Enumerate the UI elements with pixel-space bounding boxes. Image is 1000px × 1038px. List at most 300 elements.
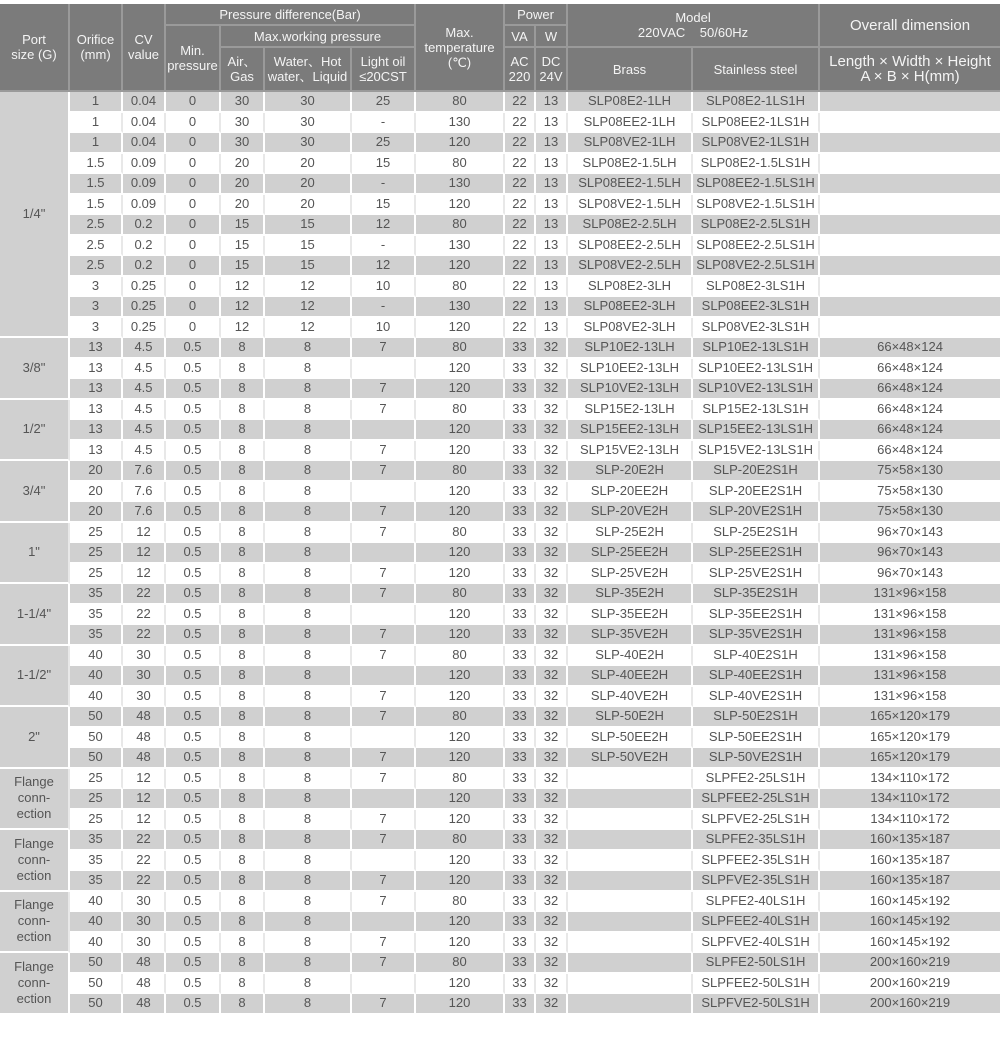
brass-model-cell: SLP08EE2-1LH: [568, 113, 693, 134]
port-size-cell: [0, 646, 70, 708]
water-cell: 8: [265, 584, 352, 605]
brass-model-cell: [568, 974, 693, 995]
air-gas-cell: 8: [221, 851, 265, 872]
max-temperature-cell: 80: [416, 215, 505, 236]
brass-model-cell: SLP08VE2-1LH: [568, 133, 693, 154]
cv-value-cell: 12: [123, 523, 166, 544]
water-cell: 8: [265, 523, 352, 544]
orifice-cell: 1.5: [70, 154, 123, 175]
table-row: [0, 728, 1000, 749]
dimension-cell: 160×145×192: [820, 912, 1000, 933]
light-oil-cell: 7: [352, 523, 416, 544]
cv-value-cell: 48: [123, 728, 166, 749]
min-pressure-cell: 0: [166, 318, 221, 339]
port-size-label: 1-1/4": [16, 605, 52, 621]
light-oil-cell: 15: [352, 154, 416, 175]
va-ac220-cell: 22: [505, 215, 536, 236]
port-size-cell: [0, 461, 70, 523]
water-cell: 8: [265, 482, 352, 503]
w-dc24v-cell: 32: [536, 830, 568, 851]
table-row: [0, 195, 1000, 216]
dimension-cell: 200×160×219: [820, 994, 1000, 1015]
orifice-cell: 35: [70, 584, 123, 605]
min-pressure-cell: 0: [166, 92, 221, 113]
air-gas-cell: 8: [221, 359, 265, 380]
va-ac220-cell: 33: [505, 851, 536, 872]
va-ac220-cell: 33: [505, 379, 536, 400]
cv-value-cell: 30: [123, 687, 166, 708]
w-dc24v-cell: 32: [536, 646, 568, 667]
max-temperature-cell: 120: [416, 871, 505, 892]
cv-value-cell: 4.5: [123, 441, 166, 462]
w-dc24v-cell: 32: [536, 564, 568, 585]
va-ac220-cell: 22: [505, 277, 536, 298]
header-max-working-pressure: Max.working pressure: [221, 26, 416, 48]
stainless-model-cell: SLPFE2-50LS1H: [693, 953, 820, 974]
header-max-temperature: Max. temperature (℃): [416, 4, 505, 92]
va-ac220-cell: 33: [505, 543, 536, 564]
brass-model-cell: [568, 994, 693, 1015]
water-cell: 8: [265, 974, 352, 995]
max-temperature-cell: 130: [416, 113, 505, 134]
orifice-cell: 1: [70, 133, 123, 154]
max-temperature-cell: 120: [416, 502, 505, 523]
cv-value-cell: 7.6: [123, 461, 166, 482]
table-row: [0, 113, 1000, 134]
water-cell: 8: [265, 953, 352, 974]
va-ac220-cell: 33: [505, 707, 536, 728]
stainless-model-cell: SLP-35VE2S1H: [693, 625, 820, 646]
stainless-model-cell: SLP10EE2-13LS1H: [693, 359, 820, 380]
table-body: [0, 92, 1000, 1015]
orifice-cell: 25: [70, 564, 123, 585]
min-pressure-cell: 0: [166, 215, 221, 236]
max-temperature-cell: 120: [416, 256, 505, 277]
air-gas-cell: 30: [221, 92, 265, 113]
va-ac220-cell: 22: [505, 297, 536, 318]
max-temperature-cell: 80: [416, 707, 505, 728]
orifice-cell: 25: [70, 769, 123, 790]
min-pressure-cell: 0.5: [166, 933, 221, 954]
stainless-model-cell: SLP-40EE2S1H: [693, 666, 820, 687]
header-model: Model 220VAC 50/60Hz: [568, 4, 820, 48]
air-gas-cell: 12: [221, 318, 265, 339]
table-row: [0, 646, 1000, 667]
va-ac220-cell: 33: [505, 523, 536, 544]
max-temperature-cell: 120: [416, 359, 505, 380]
min-pressure-cell: 0: [166, 277, 221, 298]
air-gas-cell: 8: [221, 564, 265, 585]
dimension-cell: [820, 113, 1000, 134]
brass-model-cell: SLP08VE2-3LH: [568, 318, 693, 339]
cv-value-cell: 4.5: [123, 379, 166, 400]
w-dc24v-cell: 32: [536, 892, 568, 913]
brass-model-cell: SLP08VE2-2.5LH: [568, 256, 693, 277]
max-temperature-cell: 80: [416, 830, 505, 851]
va-ac220-cell: 33: [505, 953, 536, 974]
min-pressure-cell: 0.5: [166, 523, 221, 544]
dimension-cell: 96×70×143: [820, 564, 1000, 585]
table-row: [0, 687, 1000, 708]
orifice-cell: 40: [70, 912, 123, 933]
cv-value-cell: 0.09: [123, 154, 166, 175]
dimension-cell: 165×120×179: [820, 728, 1000, 749]
orifice-cell: 35: [70, 625, 123, 646]
air-gas-cell: 8: [221, 769, 265, 790]
cv-value-cell: 7.6: [123, 502, 166, 523]
min-pressure-cell: 0.5: [166, 379, 221, 400]
dimension-cell: 75×58×130: [820, 461, 1000, 482]
port-size-cell: [0, 892, 70, 954]
dimension-cell: 66×48×124: [820, 379, 1000, 400]
va-ac220-cell: 33: [505, 994, 536, 1015]
table-row: [0, 584, 1000, 605]
light-oil-cell: 7: [352, 400, 416, 421]
table-row: [0, 912, 1000, 933]
table-row: [0, 523, 1000, 544]
stainless-model-cell: SLP08EE2-1LS1H: [693, 113, 820, 134]
light-oil-cell: 7: [352, 830, 416, 851]
brass-model-cell: SLP10EE2-13LH: [568, 359, 693, 380]
dimension-cell: 165×120×179: [820, 707, 1000, 728]
dimension-cell: 66×48×124: [820, 441, 1000, 462]
light-oil-cell: 7: [352, 625, 416, 646]
min-pressure-cell: 0.5: [166, 851, 221, 872]
table-row: [0, 974, 1000, 995]
w-dc24v-cell: 32: [536, 933, 568, 954]
air-gas-cell: 8: [221, 953, 265, 974]
table-row: [0, 830, 1000, 851]
dimension-cell: 131×96×158: [820, 605, 1000, 626]
max-temperature-cell: 120: [416, 994, 505, 1015]
brass-model-cell: SLP-35EE2H: [568, 605, 693, 626]
brass-model-cell: SLP08E2-1LH: [568, 92, 693, 113]
max-temperature-cell: 120: [416, 441, 505, 462]
cv-value-cell: 22: [123, 605, 166, 626]
dimension-cell: [820, 236, 1000, 257]
water-cell: 8: [265, 892, 352, 913]
brass-model-cell: SLP-35VE2H: [568, 625, 693, 646]
dimension-cell: 160×135×187: [820, 851, 1000, 872]
stainless-model-cell: SLPFE2-25LS1H: [693, 769, 820, 790]
min-pressure-cell: 0: [166, 113, 221, 134]
header-overall-dimension: Overall dimension: [820, 4, 1000, 48]
cv-value-cell: 22: [123, 584, 166, 605]
light-oil-cell: 7: [352, 769, 416, 790]
table-row: [0, 400, 1000, 421]
cv-value-cell: 4.5: [123, 359, 166, 380]
w-dc24v-cell: 32: [536, 666, 568, 687]
cv-value-cell: 0.04: [123, 113, 166, 134]
max-temperature-cell: 80: [416, 338, 505, 359]
w-dc24v-cell: 13: [536, 318, 568, 339]
min-pressure-cell: 0: [166, 297, 221, 318]
table-row: [0, 871, 1000, 892]
orifice-cell: 3: [70, 297, 123, 318]
orifice-cell: 2.5: [70, 236, 123, 257]
orifice-cell: 35: [70, 871, 123, 892]
dimension-cell: [820, 154, 1000, 175]
stainless-model-cell: SLPFEE2-40LS1H: [693, 912, 820, 933]
water-cell: 8: [265, 605, 352, 626]
max-temperature-cell: 120: [416, 748, 505, 769]
stainless-model-cell: SLPFE2-35LS1H: [693, 830, 820, 851]
air-gas-cell: 8: [221, 728, 265, 749]
w-dc24v-cell: 32: [536, 523, 568, 544]
water-cell: 8: [265, 769, 352, 790]
port-size-label: 2": [28, 728, 40, 744]
air-gas-cell: 8: [221, 523, 265, 544]
dimension-cell: [820, 277, 1000, 298]
stainless-model-cell: SLP08EE2-2.5LS1H: [693, 236, 820, 257]
max-temperature-cell: 80: [416, 892, 505, 913]
port-size-label: 1-1/2": [16, 667, 52, 683]
air-gas-cell: 8: [221, 625, 265, 646]
water-cell: 20: [265, 154, 352, 175]
table-row: [0, 748, 1000, 769]
water-cell: 8: [265, 441, 352, 462]
w-dc24v-cell: 13: [536, 277, 568, 298]
max-temperature-cell: 120: [416, 687, 505, 708]
table-row: [0, 92, 1000, 113]
light-oil-cell: 7: [352, 933, 416, 954]
max-temperature-cell: 120: [416, 810, 505, 831]
va-ac220-cell: 22: [505, 195, 536, 216]
brass-model-cell: [568, 953, 693, 974]
cv-value-cell: 22: [123, 830, 166, 851]
orifice-cell: 25: [70, 810, 123, 831]
table-row: [0, 133, 1000, 154]
brass-model-cell: SLP-20EE2H: [568, 482, 693, 503]
light-oil-cell: 7: [352, 441, 416, 462]
brass-model-cell: SLP15VE2-13LH: [568, 441, 693, 462]
light-oil-cell: 12: [352, 256, 416, 277]
cv-value-cell: 4.5: [123, 420, 166, 441]
water-cell: 15: [265, 215, 352, 236]
dimension-cell: [820, 297, 1000, 318]
orifice-cell: 13: [70, 338, 123, 359]
air-gas-cell: 8: [221, 707, 265, 728]
max-temperature-cell: 120: [416, 666, 505, 687]
air-gas-cell: 8: [221, 974, 265, 995]
va-ac220-cell: 22: [505, 236, 536, 257]
table-row: [0, 953, 1000, 974]
w-dc24v-cell: 13: [536, 215, 568, 236]
port-size-cell: [0, 707, 70, 769]
orifice-cell: 40: [70, 892, 123, 913]
header-port-size: Port size (G): [0, 4, 70, 92]
min-pressure-cell: 0.5: [166, 584, 221, 605]
stainless-model-cell: SLP-50EE2S1H: [693, 728, 820, 749]
va-ac220-cell: 22: [505, 318, 536, 339]
water-cell: 8: [265, 687, 352, 708]
va-ac220-cell: 33: [505, 810, 536, 831]
stainless-model-cell: SLPFEE2-35LS1H: [693, 851, 820, 872]
dimension-cell: 75×58×130: [820, 502, 1000, 523]
va-ac220-cell: 33: [505, 502, 536, 523]
brass-model-cell: [568, 789, 693, 810]
air-gas-cell: 8: [221, 830, 265, 851]
light-oil-cell: 10: [352, 277, 416, 298]
brass-model-cell: SLP-40EE2H: [568, 666, 693, 687]
dimension-cell: [820, 318, 1000, 339]
va-ac220-cell: 33: [505, 359, 536, 380]
table-row: [0, 707, 1000, 728]
stainless-model-cell: SLP-20VE2S1H: [693, 502, 820, 523]
header-brass: Brass: [568, 48, 693, 92]
air-gas-cell: 8: [221, 400, 265, 421]
port-size-label: 3/4": [22, 482, 46, 498]
air-gas-cell: 12: [221, 277, 265, 298]
port-size-cell: [0, 523, 70, 585]
water-cell: 8: [265, 379, 352, 400]
brass-model-cell: SLP-40E2H: [568, 646, 693, 667]
w-dc24v-cell: 32: [536, 461, 568, 482]
dimension-cell: [820, 256, 1000, 277]
dimension-cell: 75×58×130: [820, 482, 1000, 503]
water-cell: 8: [265, 871, 352, 892]
table-row: [0, 461, 1000, 482]
air-gas-cell: 20: [221, 174, 265, 195]
table-row: [0, 666, 1000, 687]
va-ac220-cell: 33: [505, 769, 536, 790]
cv-value-cell: 12: [123, 810, 166, 831]
min-pressure-cell: 0.5: [166, 625, 221, 646]
orifice-cell: 3: [70, 318, 123, 339]
light-oil-cell: [352, 789, 416, 810]
port-size-cell: [0, 830, 70, 892]
min-pressure-cell: 0.5: [166, 400, 221, 421]
cv-value-cell: 48: [123, 974, 166, 995]
w-dc24v-cell: 13: [536, 256, 568, 277]
dimension-cell: 160×145×192: [820, 933, 1000, 954]
light-oil-cell: -: [352, 297, 416, 318]
water-cell: 8: [265, 646, 352, 667]
max-temperature-cell: 120: [416, 420, 505, 441]
orifice-cell: 2.5: [70, 256, 123, 277]
light-oil-cell: 7: [352, 892, 416, 913]
light-oil-cell: 7: [352, 564, 416, 585]
cv-value-cell: 12: [123, 564, 166, 585]
orifice-cell: 13: [70, 359, 123, 380]
brass-model-cell: SLP08E2-1.5LH: [568, 154, 693, 175]
max-temperature-cell: 130: [416, 236, 505, 257]
w-dc24v-cell: 32: [536, 769, 568, 790]
orifice-cell: 40: [70, 933, 123, 954]
dimension-cell: 96×70×143: [820, 543, 1000, 564]
stainless-model-cell: SLP08VE2-3LS1H: [693, 318, 820, 339]
max-temperature-cell: 120: [416, 605, 505, 626]
cv-value-cell: 0.09: [123, 174, 166, 195]
va-ac220-cell: 22: [505, 92, 536, 113]
min-pressure-cell: 0.5: [166, 359, 221, 380]
light-oil-cell: [352, 359, 416, 380]
table-row: [0, 810, 1000, 831]
min-pressure-cell: 0.5: [166, 420, 221, 441]
min-pressure-cell: 0: [166, 195, 221, 216]
stainless-model-cell: SLP-50VE2S1H: [693, 748, 820, 769]
w-dc24v-cell: 32: [536, 953, 568, 974]
orifice-cell: 20: [70, 502, 123, 523]
stainless-model-cell: SLP08E2-1.5LS1H: [693, 154, 820, 175]
brass-model-cell: SLP08EE2-2.5LH: [568, 236, 693, 257]
max-temperature-cell: 120: [416, 482, 505, 503]
brass-model-cell: [568, 892, 693, 913]
max-temperature-cell: 120: [416, 133, 505, 154]
w-dc24v-cell: 32: [536, 379, 568, 400]
air-gas-cell: 8: [221, 441, 265, 462]
stainless-model-cell: SLPFVE2-50LS1H: [693, 994, 820, 1015]
stainless-model-cell: SLP08E2-2.5LS1H: [693, 215, 820, 236]
va-ac220-cell: 22: [505, 113, 536, 134]
water-cell: 8: [265, 420, 352, 441]
brass-model-cell: SLP-25VE2H: [568, 564, 693, 585]
orifice-cell: 35: [70, 851, 123, 872]
dimension-cell: 160×135×187: [820, 871, 1000, 892]
brass-model-cell: SLP-50E2H: [568, 707, 693, 728]
orifice-cell: 1: [70, 113, 123, 134]
cv-value-cell: 0.25: [123, 277, 166, 298]
port-size-label: 1/2": [22, 421, 46, 437]
light-oil-cell: 15: [352, 195, 416, 216]
min-pressure-cell: 0.5: [166, 441, 221, 462]
va-ac220-cell: 33: [505, 646, 536, 667]
brass-model-cell: SLP08EE2-3LH: [568, 297, 693, 318]
orifice-cell: 40: [70, 646, 123, 667]
max-temperature-cell: 80: [416, 154, 505, 175]
brass-model-cell: SLP15E2-13LH: [568, 400, 693, 421]
va-ac220-cell: 33: [505, 605, 536, 626]
water-cell: 12: [265, 318, 352, 339]
dimension-cell: [820, 174, 1000, 195]
air-gas-cell: 8: [221, 892, 265, 913]
w-dc24v-cell: 32: [536, 400, 568, 421]
brass-model-cell: [568, 912, 693, 933]
air-gas-cell: 8: [221, 338, 265, 359]
water-cell: 30: [265, 92, 352, 113]
light-oil-cell: -: [352, 113, 416, 134]
dimension-cell: 131×96×158: [820, 646, 1000, 667]
light-oil-cell: 7: [352, 338, 416, 359]
table-row: [0, 359, 1000, 380]
cv-value-cell: 4.5: [123, 338, 166, 359]
table-row: [0, 789, 1000, 810]
light-oil-cell: 7: [352, 953, 416, 974]
va-ac220-cell: 33: [505, 912, 536, 933]
table-row: [0, 482, 1000, 503]
table-row: [0, 379, 1000, 400]
va-ac220-cell: 33: [505, 441, 536, 462]
brass-model-cell: SLP-50EE2H: [568, 728, 693, 749]
min-pressure-cell: 0.5: [166, 810, 221, 831]
stainless-model-cell: SLP15VE2-13LS1H: [693, 441, 820, 462]
va-ac220-cell: 33: [505, 687, 536, 708]
dimension-cell: 131×96×158: [820, 666, 1000, 687]
max-temperature-cell: 120: [416, 851, 505, 872]
brass-model-cell: SLP08E2-3LH: [568, 277, 693, 298]
va-ac220-cell: 22: [505, 154, 536, 175]
min-pressure-cell: 0: [166, 236, 221, 257]
min-pressure-cell: 0.5: [166, 502, 221, 523]
w-dc24v-cell: 13: [536, 113, 568, 134]
table-row: [0, 564, 1000, 585]
brass-model-cell: [568, 871, 693, 892]
stainless-model-cell: SLPFVE2-35LS1H: [693, 871, 820, 892]
max-temperature-cell: 120: [416, 379, 505, 400]
max-temperature-cell: 80: [416, 769, 505, 790]
water-cell: 8: [265, 830, 352, 851]
orifice-cell: 50: [70, 707, 123, 728]
